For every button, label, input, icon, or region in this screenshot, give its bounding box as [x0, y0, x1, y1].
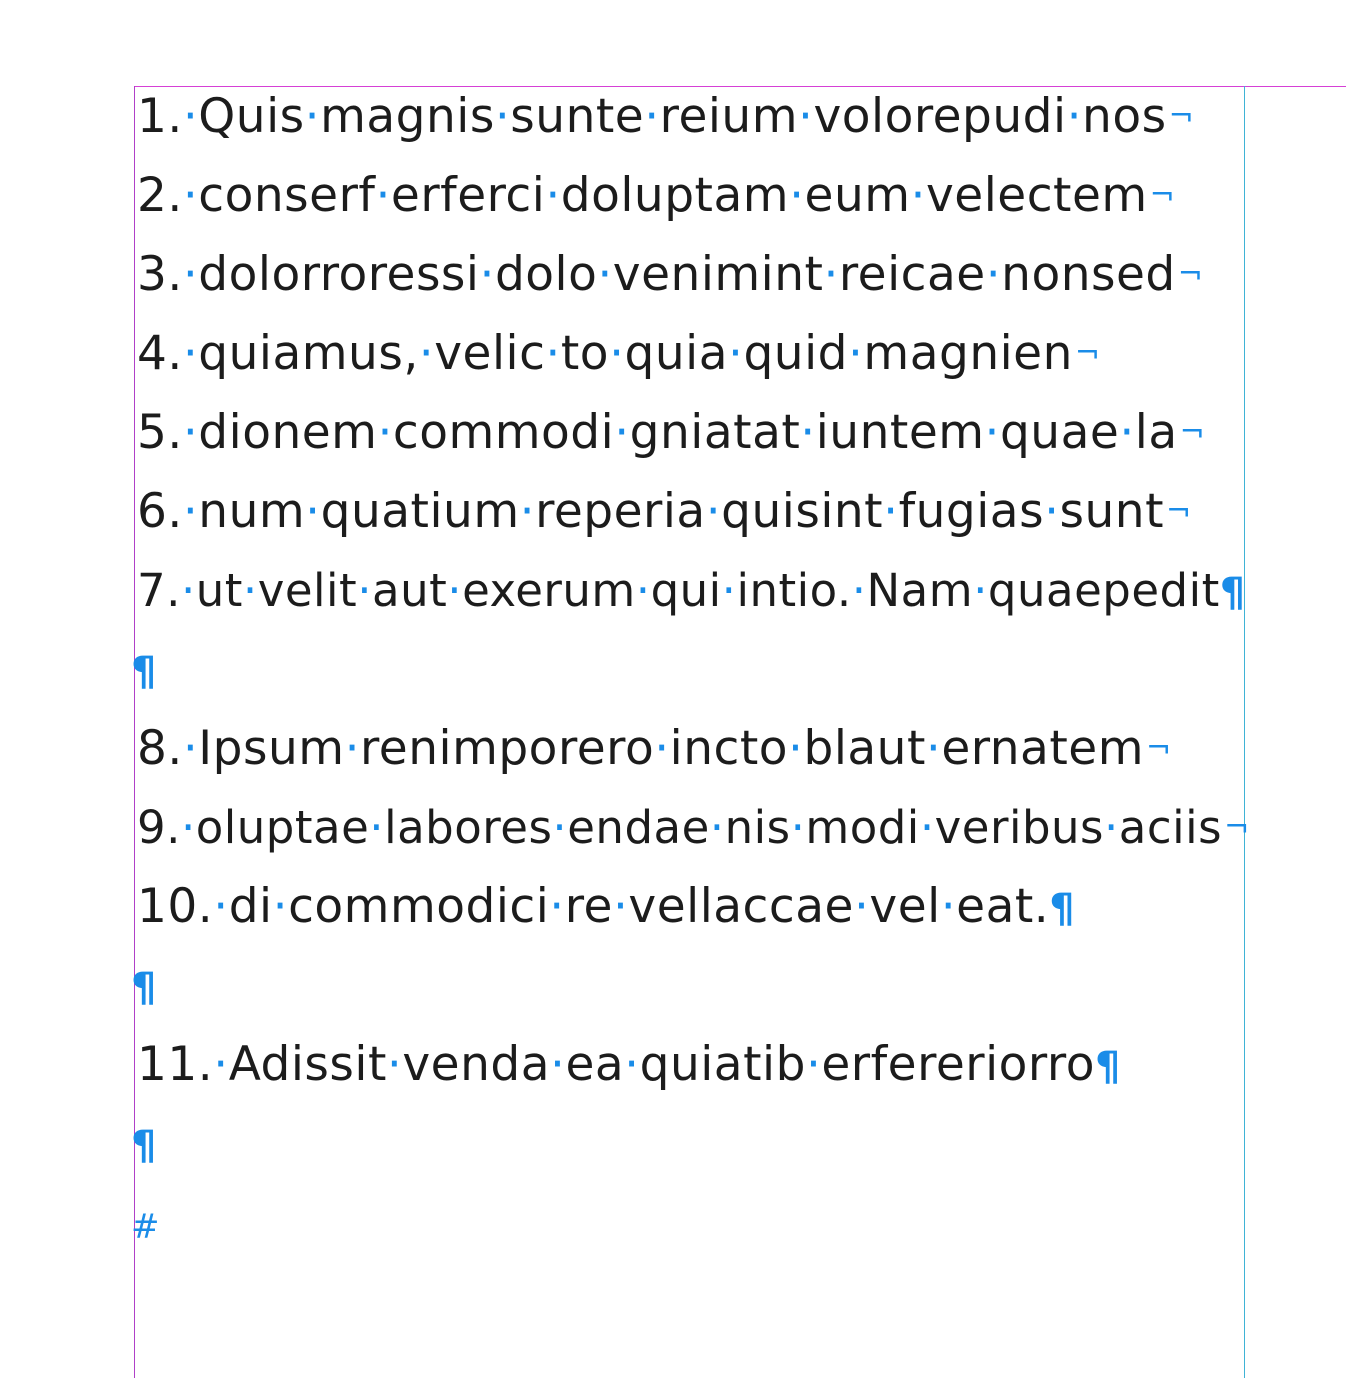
- list-number: 7.: [137, 564, 181, 617]
- space-marker: ·: [790, 801, 806, 854]
- space-marker: ·: [644, 89, 660, 144]
- space-marker: ·: [721, 564, 737, 617]
- space-marker: ·: [549, 879, 565, 934]
- space-marker: ·: [369, 801, 385, 854]
- space-marker: ·: [788, 721, 804, 776]
- word: ea: [565, 1037, 625, 1092]
- paragraph-marker: ¶: [1219, 570, 1246, 616]
- left-margin-guide: [134, 86, 135, 1378]
- word: erferci: [390, 168, 546, 223]
- forced-line-break-marker: ¬: [1168, 99, 1195, 134]
- forced-line-break-marker: ¬: [1149, 178, 1176, 213]
- space-marker: ·: [853, 879, 870, 934]
- space-marker: ·: [1066, 89, 1083, 144]
- word: venimint: [612, 247, 824, 302]
- text-line[interactable]: [131, 640, 157, 700]
- word: quae: [999, 405, 1120, 460]
- space-marker: ·: [624, 1037, 640, 1092]
- word: oluptae: [195, 801, 370, 854]
- word: la: [1134, 405, 1178, 460]
- word: exerum: [462, 564, 636, 617]
- text-line[interactable]: [137, 482, 1192, 542]
- space-marker: ·: [609, 326, 625, 381]
- word: incto: [669, 721, 789, 776]
- word: dolorroressi: [198, 247, 480, 302]
- word: aciis: [1118, 801, 1223, 854]
- space-marker: ·: [375, 168, 391, 223]
- paragraph-marker: ¶: [1094, 1044, 1121, 1090]
- word: re: [564, 879, 613, 934]
- word: reium: [659, 89, 799, 144]
- space-marker: ·: [973, 564, 988, 617]
- space-marker: ·: [612, 879, 629, 934]
- word: nos: [1082, 89, 1167, 144]
- word: aut: [372, 564, 448, 617]
- end-of-story-marker: #: [131, 1207, 160, 1247]
- space-marker: ·: [182, 89, 199, 144]
- word: quatium: [320, 484, 520, 539]
- right-column-guide: [1244, 86, 1245, 1378]
- word: commodi: [392, 405, 615, 460]
- forced-line-break-marker: ¬: [1166, 494, 1192, 529]
- word: renimporero: [360, 721, 655, 776]
- space-marker: ·: [925, 721, 942, 776]
- word: venda: [402, 1037, 550, 1092]
- space-marker: ·: [940, 879, 957, 934]
- space-marker: ·: [985, 247, 1002, 302]
- forced-line-break-marker: ¬: [1074, 336, 1101, 371]
- space-marker: ·: [1119, 405, 1135, 460]
- word: nis: [724, 801, 791, 854]
- text-line[interactable]: [137, 245, 1203, 305]
- word: di: [228, 879, 273, 934]
- word: velit: [257, 564, 358, 617]
- word: ernatem: [941, 721, 1144, 776]
- word: eat.: [956, 879, 1050, 934]
- space-marker: ·: [798, 89, 814, 144]
- word: dionem: [198, 405, 378, 460]
- word: iuntem: [815, 405, 985, 460]
- list-number: 11.: [137, 1037, 214, 1092]
- space-marker: ·: [182, 484, 199, 539]
- space-marker: ·: [447, 564, 463, 617]
- space-marker: ·: [182, 247, 199, 302]
- space-marker: ·: [654, 721, 670, 776]
- space-marker: ·: [305, 484, 321, 539]
- word: quia: [624, 326, 728, 381]
- forced-line-break-marker: ¬: [1177, 257, 1204, 292]
- space-marker: ·: [180, 564, 196, 617]
- text-line[interactable]: [137, 166, 1175, 226]
- list-number: 6.: [137, 484, 183, 539]
- word: endae: [567, 801, 710, 854]
- space-marker: ·: [919, 801, 935, 854]
- space-marker: ·: [705, 484, 722, 539]
- word: reperia: [535, 484, 706, 539]
- space-marker: ·: [635, 564, 651, 617]
- text-line[interactable]: [137, 877, 1075, 937]
- word: reicae: [838, 247, 986, 302]
- text-line[interactable]: [131, 956, 157, 1016]
- word: labores: [384, 801, 553, 854]
- word: eum: [804, 168, 911, 223]
- space-marker: ·: [418, 326, 435, 381]
- space-marker: ·: [614, 405, 630, 460]
- word: quaepedit: [987, 564, 1220, 617]
- word: num: [198, 484, 306, 539]
- space-marker: ·: [242, 564, 258, 617]
- word: magnis: [320, 89, 495, 144]
- word: quid: [743, 326, 848, 381]
- word: quiatib: [639, 1037, 806, 1092]
- paragraph-marker: ¶: [1049, 886, 1076, 932]
- space-marker: ·: [213, 1037, 229, 1092]
- space-marker: ·: [545, 326, 561, 381]
- space-marker: ·: [272, 879, 289, 934]
- word: commodici: [288, 879, 550, 934]
- word: quisint: [721, 484, 884, 539]
- space-marker: ·: [519, 484, 536, 539]
- word: vel: [869, 879, 941, 934]
- word: velic: [434, 326, 546, 381]
- space-marker: ·: [545, 168, 561, 223]
- text-line[interactable]: [131, 1193, 160, 1253]
- list-number: 4.: [137, 326, 183, 381]
- space-marker: ·: [213, 879, 229, 934]
- text-line[interactable]: [137, 798, 1250, 858]
- space-marker: ·: [883, 484, 899, 539]
- word: intio.: [736, 564, 852, 617]
- word: nonsed: [1001, 247, 1176, 302]
- forced-line-break-marker: ¬: [1224, 810, 1250, 845]
- word: ut: [195, 564, 243, 617]
- word: Adissit: [228, 1037, 387, 1092]
- text-line[interactable]: [137, 561, 1246, 621]
- word: conserf: [198, 168, 376, 223]
- space-marker: ·: [357, 564, 373, 617]
- word: to: [560, 326, 610, 381]
- space-marker: ·: [550, 1037, 566, 1092]
- forced-line-break-marker: ¬: [1179, 415, 1206, 450]
- space-marker: ·: [1044, 484, 1060, 539]
- list-number: 8.: [137, 721, 183, 776]
- word: doluptam: [560, 168, 790, 223]
- word: vellaccae: [628, 879, 854, 934]
- space-marker: ·: [984, 405, 1000, 460]
- list-number: 10.: [137, 879, 214, 934]
- word: modi: [805, 801, 920, 854]
- space-marker: ·: [182, 326, 199, 381]
- word: dolo: [494, 247, 598, 302]
- paragraph-marker: ¶: [131, 649, 157, 695]
- space-marker: ·: [597, 247, 613, 302]
- space-marker: ·: [182, 405, 199, 460]
- space-marker: ·: [344, 721, 361, 776]
- space-marker: ·: [494, 89, 511, 144]
- space-marker: ·: [851, 564, 867, 617]
- word: fugias: [898, 484, 1045, 539]
- word: Quis: [198, 89, 305, 144]
- text-line[interactable]: [131, 1114, 157, 1174]
- list-number: 1.: [137, 89, 183, 144]
- word: sunte: [510, 89, 645, 144]
- space-marker: ·: [823, 247, 839, 302]
- text-line[interactable]: [137, 719, 1172, 779]
- forced-line-break-marker: ¬: [1146, 731, 1172, 766]
- list-number: 2.: [137, 168, 183, 223]
- word: erfereriorro: [821, 1037, 1095, 1092]
- word: sunt: [1059, 484, 1165, 539]
- list-number: 9.: [137, 801, 181, 854]
- space-marker: ·: [377, 405, 393, 460]
- space-marker: ·: [386, 1037, 403, 1092]
- word: volorepudi: [813, 89, 1067, 144]
- space-marker: ·: [1103, 801, 1119, 854]
- word: Nam: [866, 564, 974, 617]
- word: Ipsum: [198, 721, 345, 776]
- space-marker: ·: [910, 168, 926, 223]
- word: quiamus,: [198, 326, 419, 381]
- space-marker: ·: [552, 801, 568, 854]
- text-line[interactable]: [137, 1035, 1121, 1095]
- word: blaut: [803, 721, 926, 776]
- word: qui: [650, 564, 722, 617]
- list-number: 5.: [137, 405, 183, 460]
- space-marker: ·: [182, 721, 199, 776]
- word: veribus: [934, 801, 1104, 854]
- space-marker: ·: [789, 168, 805, 223]
- word: magnien: [863, 326, 1073, 381]
- list-number: 3.: [137, 247, 183, 302]
- space-marker: ·: [709, 801, 725, 854]
- word: velectem: [925, 168, 1148, 223]
- text-line[interactable]: [137, 324, 1101, 384]
- space-marker: ·: [800, 405, 816, 460]
- word: gniatat: [629, 405, 801, 460]
- space-marker: ·: [304, 89, 321, 144]
- space-marker: ·: [182, 168, 199, 223]
- text-line[interactable]: [137, 403, 1205, 463]
- space-marker: ·: [479, 247, 495, 302]
- space-marker: ·: [805, 1037, 822, 1092]
- paragraph-marker: ¶: [131, 965, 157, 1011]
- text-line[interactable]: [137, 87, 1194, 147]
- space-marker: ·: [180, 801, 196, 854]
- paragraph-marker: ¶: [131, 1123, 157, 1169]
- space-marker: ·: [847, 326, 864, 381]
- space-marker: ·: [728, 326, 744, 381]
